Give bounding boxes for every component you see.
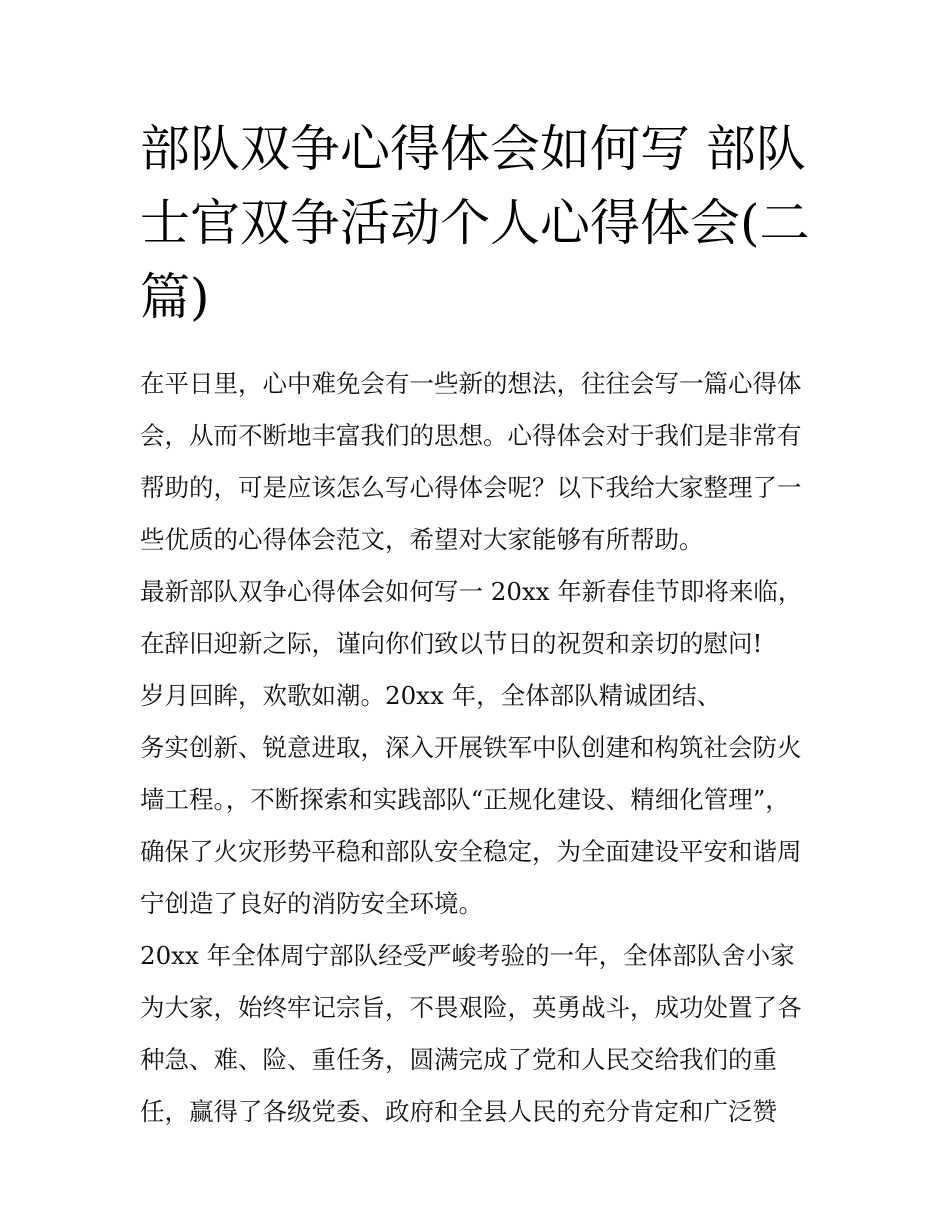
body-line: 在辞旧迎新之际，谨向你们致以节日的祝贺和亲切的慰问! [140, 629, 763, 658]
body-line: 会，从而不断地丰富我们的思想。心得体会对于我们是非常有 [140, 421, 802, 450]
body-line: 务实创新、锐意进取，深入开展铁军中队创建和构筑社会防火 [140, 733, 802, 762]
document-body [140, 358, 820, 1138]
body-line: 确保了火灾形势平稳和部队安全稳定，为全面建设平安和谐周 [140, 837, 802, 866]
body-line: 最新部队双争心得体会如何写一 20xx 年新春佳节即将来临， [140, 577, 803, 606]
body-line: 种急、难、险、重任务，圆满完成了党和人民交给我们的重 [140, 1045, 777, 1074]
body-line: 在平日里，心中难免会有一些新的想法，往往会写一篇心得体 [140, 369, 802, 398]
body-line: 岁月回眸，欢歌如潮。20xx 年，全体部队精诚团结、 [140, 681, 722, 710]
title-line: 篇) [140, 268, 210, 326]
document-title [140, 112, 820, 334]
body-line: 些优质的心得体会范文，希望对大家能够有所帮助。 [140, 525, 704, 554]
body-line: 20xx 年全体周宁部队经受严峻考验的一年，全体部队舍小家 [140, 941, 795, 970]
body-line: 墙工程。，不断探索和实践部队“正规化建设、精细化管理”， [140, 785, 790, 814]
title-line: 部队双争心得体会如何写 部队 [140, 120, 806, 178]
body-line: 为大家，始终牢记宗旨，不畏艰险，英勇战斗，成功处置了各 [140, 993, 802, 1022]
body-line: 帮助的，可是应该怎么写心得体会呢？以下我给大家整理了一 [140, 473, 802, 502]
title-line: 士官双争活动个人心得体会(二 [140, 194, 810, 252]
body-line: 宁创造了良好的消防安全环境。 [140, 889, 483, 918]
body-line: 任，赢得了各级党委、政府和全县人民的充分肯定和广泛赞 [140, 1097, 777, 1126]
